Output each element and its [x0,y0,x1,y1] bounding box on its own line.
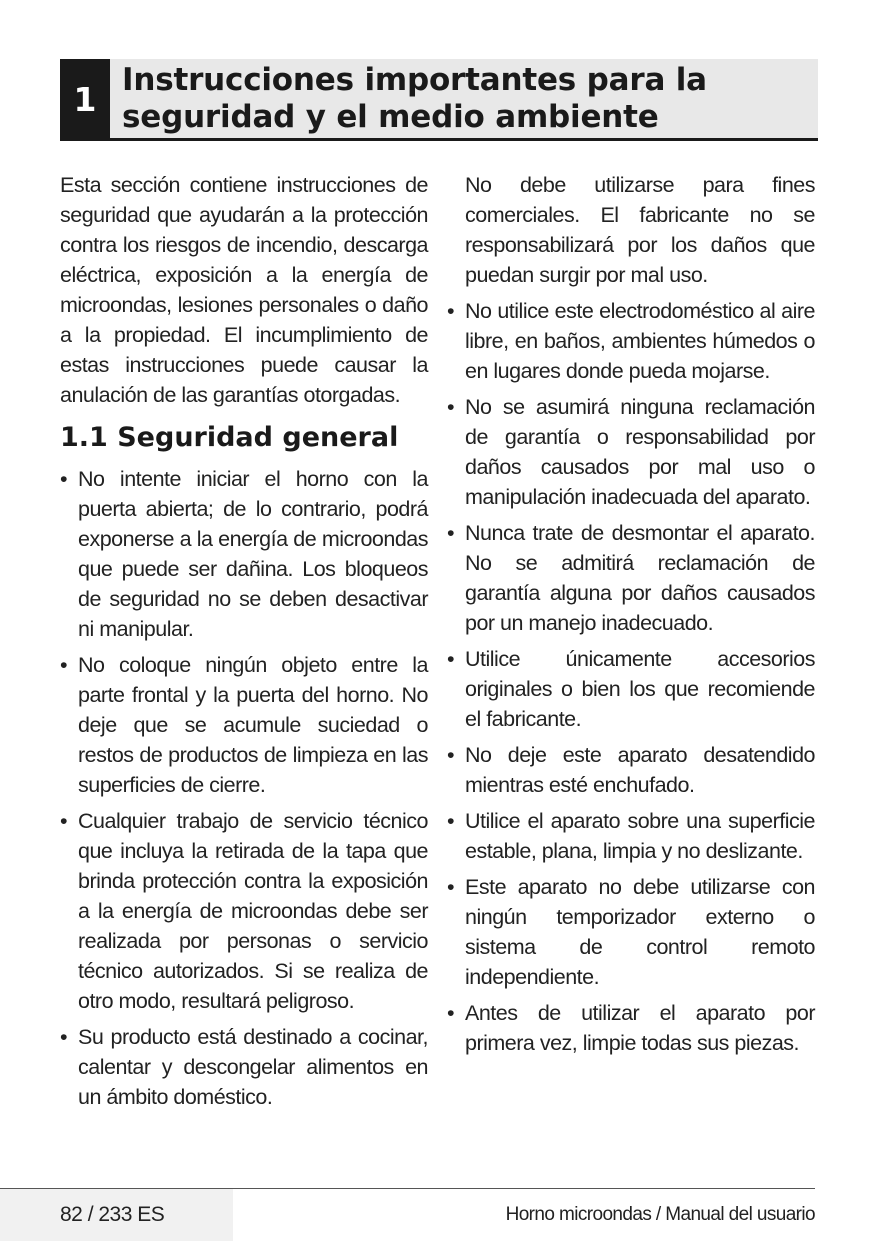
list-item [60,464,428,644]
list-item-text: No intente iniciar el horno con la puerta abierta; de lo contrario, podrá exponerse a la energía de microondas que puede ser dañina. Los bloqueos de seguridad no se deben desactivar ni manipular. [78,467,428,641]
list-item-text: Utilice únicamente accesorios originales o bien los que recomiende el fabricante. [465,647,815,731]
list-item-text: Nunca trate de desmontar el aparato. No se admitirá reclamación de garantía alguna por daños causados por un manejo inadecuado. [465,521,815,635]
page-number: 82 / 233 ES [60,1203,165,1226]
list-item [447,806,815,866]
right-column [447,170,815,1064]
chapter-header [60,59,818,141]
bullet-icon: • [447,647,455,671]
left-bullet-list [60,464,428,1112]
chapter-title [122,62,707,136]
list-item-text: Este aparato no debe utilizarse con ningún temporizador externo o sistema de control remoto independiente. [465,875,815,989]
bullet-icon: • [447,875,455,899]
list-item-text: No coloque ningún objeto entre la parte frontal y la puerta del horno. No deje que se acumule suciedad o restos de productos de limpieza en las superficies de cierre. [78,653,428,797]
list-item [60,650,428,800]
bullet-icon: • [447,809,455,833]
document-title: Horno microondas / Manual del usuario [505,1204,815,1225]
list-item-text: Utilice el aparato sobre una superficie estable, plana, limpia y no deslizante. [465,809,815,863]
list-item [447,296,815,386]
section-heading: 1.1 Seguridad general [60,422,399,453]
list-item-text: No deje este aparato desatendido mientras esté enchufado. [465,743,815,797]
chapter-title-line1: Instrucciones importantes para la [122,62,707,98]
bullet-icon: • [447,521,455,545]
list-item [447,392,815,512]
bullet-icon: • [60,467,68,491]
chapter-number: 1 [60,59,110,141]
list-item [447,644,815,734]
list-item [447,998,815,1058]
list-item-text: No se asumirá ninguna reclamación de garantía o responsabilidad por daños causados por mal uso o manipulación inadecuada del aparato. [465,395,815,509]
bullet-icon: • [60,809,68,833]
bullet-icon: • [60,653,68,677]
list-item-text: No utilice este electrodoméstico al aire libre, en baños, ambientes húmedos o en lugares donde pueda mojarse. [465,299,815,383]
bullet-icon: • [447,743,455,767]
list-item [60,1022,428,1112]
list-item-continuation: No debe utilizarse para fines comerciales. El fabricante no se responsabilizará por los daños que puedan surgir por mal uso. [465,173,815,287]
list-item [447,740,815,800]
list-item [447,872,815,992]
bullet-icon: • [447,395,455,419]
bullet-icon: • [447,1001,455,1025]
intro-paragraph: Esta sección contiene instrucciones de seguridad que ayudarán a la protección contra los riesgos de incendio, descarga eléctrica, exposición a la energía de microondas, lesiones personales o daño a la propiedad. El incumplimiento de estas instrucciones puede causar la anulación de las garantías otorgadas. [60,173,428,407]
bullet-icon: • [60,1025,68,1049]
list-item-text: Su producto está destinado a cocinar, calentar y descongelar alimentos en un ámbito doméstico. [78,1025,428,1109]
list-item-text: Antes de utilizar el aparato por primera vez, limpie todas sus piezas. [465,1001,815,1055]
bullet-icon: • [447,299,455,323]
list-item-text: Cualquier trabajo de servicio técnico que incluya la retirada de la tapa que brinda protección contra la exposición a la energía de microondas debe ser realizada por personas o servicio técnico autorizados. Si se realiza de otro modo, resultará peligroso. [78,809,428,1013]
list-item [60,806,428,1016]
right-bullet-list [447,296,815,1058]
left-column [60,170,428,1118]
chapter-title-box [110,59,818,141]
list-item [447,518,815,638]
chapter-title-line2: seguridad y el medio ambiente [122,99,659,135]
